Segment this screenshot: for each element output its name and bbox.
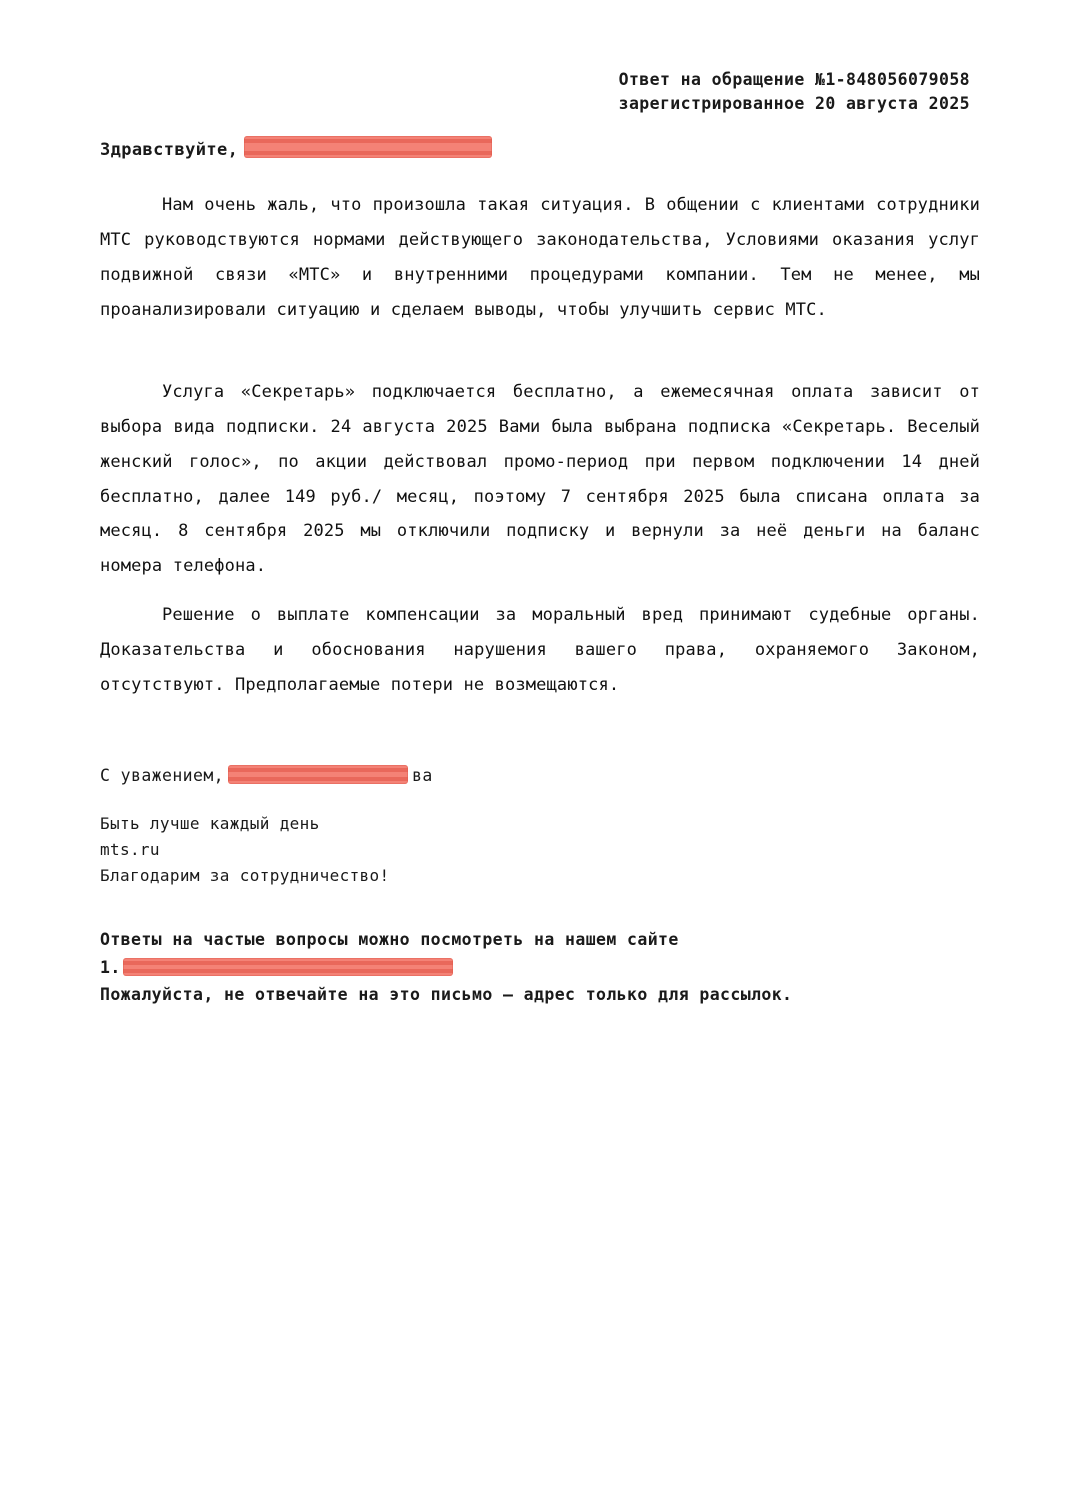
footer-block: [100, 928, 792, 1007]
signature-thanks: Благодарим за сотрудничество!: [100, 865, 390, 885]
greeting: [100, 133, 492, 160]
paragraph-apology: [100, 188, 980, 341]
signature-site: mts.ru: [100, 839, 160, 859]
signature-block: [100, 762, 433, 888]
footer-link-row: [100, 955, 792, 981]
paragraph-text: Нам очень жаль, что произошла такая ситуация. В общении с клиентами сотрудники МТС руководствуются нормами действующего законодательства, Условиями оказания услуг подвижной связи «МТС» и внутренними процедурами компании. Тем не менее, мы проанализировали ситуацию и сделаем выводы, чтобы улучшить сервис МТС.: [100, 195, 980, 320]
footer-faq-line: Ответы на частые вопросы можно посмотреть на нашем сайте: [100, 930, 679, 949]
paragraph-compensation: [100, 598, 980, 717]
signature-closing: С уважением,: [100, 766, 225, 785]
footer-list-number: 1.: [100, 957, 121, 977]
header-line-request-number: Ответ на обращение №1-848056079058: [618, 70, 970, 89]
signature-closing-row: [100, 762, 433, 789]
paragraph-text: Услуга «Секретарь» подключается бесплатно, а ежемесячная оплата зависит от выбора вида подписки. 24 августа 2025 Вами была выбрана подписка «Секретарь. Веселый женский голос», по акции действовал промо-период при первом подключении 14 дней бесплатно, далее 149 руб./ месяц, поэтому 7 сентября 2025 была списана оплата за месяц. 8 сентября 2025 мы отключили подписку и вернули за неё деньги на баланс номера телефона.: [100, 382, 980, 577]
redacted-signer-name: [228, 765, 408, 784]
paragraph-text: Решение о выплате компенсации за моральный вред принимают судебные органы. Доказательства и обоснования нарушения вашего права, охраняемого Законом, отсутствуют. Предполагаемые потери не возмещаются.: [100, 605, 980, 695]
document-header: [619, 68, 970, 116]
greeting-label: Здравствуйте,: [100, 140, 239, 160]
paragraph-service-details: [100, 375, 980, 598]
signature-slogan: Быть лучше каждый день: [100, 813, 320, 833]
redacted-recipient-name: [244, 136, 492, 158]
header-line-registration-date: зарегистрированное 20 августа 2025: [618, 93, 970, 113]
redacted-link: [123, 958, 453, 976]
footer-no-reply-note: Пожалуйста, не отвечайте на это письмо – адрес только для рассылок.: [100, 984, 793, 1004]
signature-name-suffix: ва: [412, 766, 433, 785]
